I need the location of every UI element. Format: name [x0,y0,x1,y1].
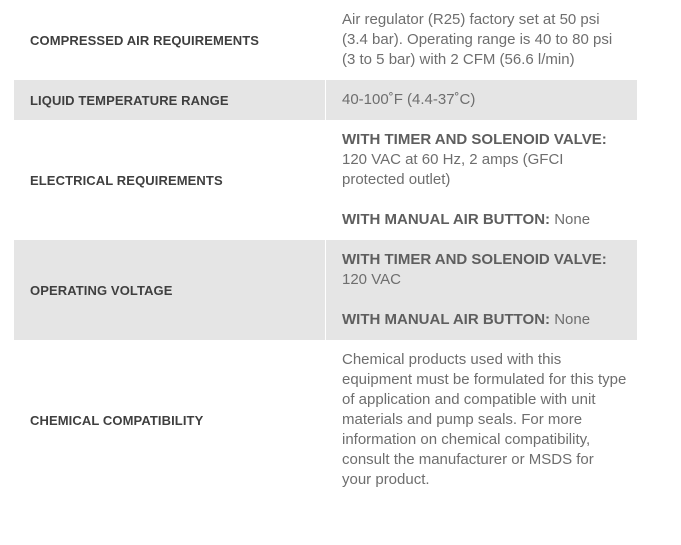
spec-value-paragraph [342,250,627,290]
spec-value [326,0,637,80]
spec-value-paragraph [342,130,627,190]
spec-label: OPERATING VOLTAGE [14,240,325,340]
spec-label: COMPRESSED AIR REQUIREMENTS [30,32,260,48]
spec-value-paragraph [342,10,627,70]
spec-value-lead: WITH MANUAL AIR BUTTON: [342,311,551,328]
spec-value [326,80,637,120]
spec-label: LIQUID TEMPERATURE RANGE [14,80,325,120]
spec-value-text: None [554,311,591,328]
spec-value [326,240,637,340]
spec-value-lead: WITH MANUAL AIR BUTTON: [342,211,551,228]
spec-value-paragraph [342,350,627,490]
spec-value-text: 40-100˚F (4.4-37˚C) [342,91,476,108]
spec-value [326,120,637,240]
spec-value-text: None [554,211,591,228]
spec-row-compressed-air [14,0,637,80]
spec-row-chemical-compatibility [14,340,637,500]
spec-value-paragraph [342,310,627,330]
spec-value [326,340,637,500]
spec-value-text: Air regulator (R25) factory set at 50 psi (3.4 bar). Operating range is 40 to 80 psi (3 to 5 bar) with 2 CFM (56.6 l/min) [342,11,613,68]
spec-value-text: 120 VAC at 60 Hz, 2 amps (GFCI protected outlet) [342,151,564,188]
spec-table [14,0,637,500]
spec-row-operating-voltage [14,240,637,340]
spec-label: ELECTRICAL REQUIREMENTS [30,172,223,188]
spec-value-text: 120 VAC [342,271,401,288]
spec-row-liquid-temperature [14,80,637,120]
spec-value-lead: WITH TIMER AND SOLENOID VALVE: [342,251,607,268]
spec-value-paragraph [342,210,627,230]
spec-label: CHEMICAL COMPATIBILITY [30,412,204,428]
spec-value-lead: WITH TIMER AND SOLENOID VALVE: [342,131,607,148]
spec-row-electrical [14,120,637,240]
spec-value-text: Chemical products used with this equipment must be formulated for this type of application and compatible with unit materials and pump seals. For more information on chemical compatibility, consult the manufacturer or MSDS for your product. [342,351,627,488]
spec-value-paragraph [342,90,627,110]
